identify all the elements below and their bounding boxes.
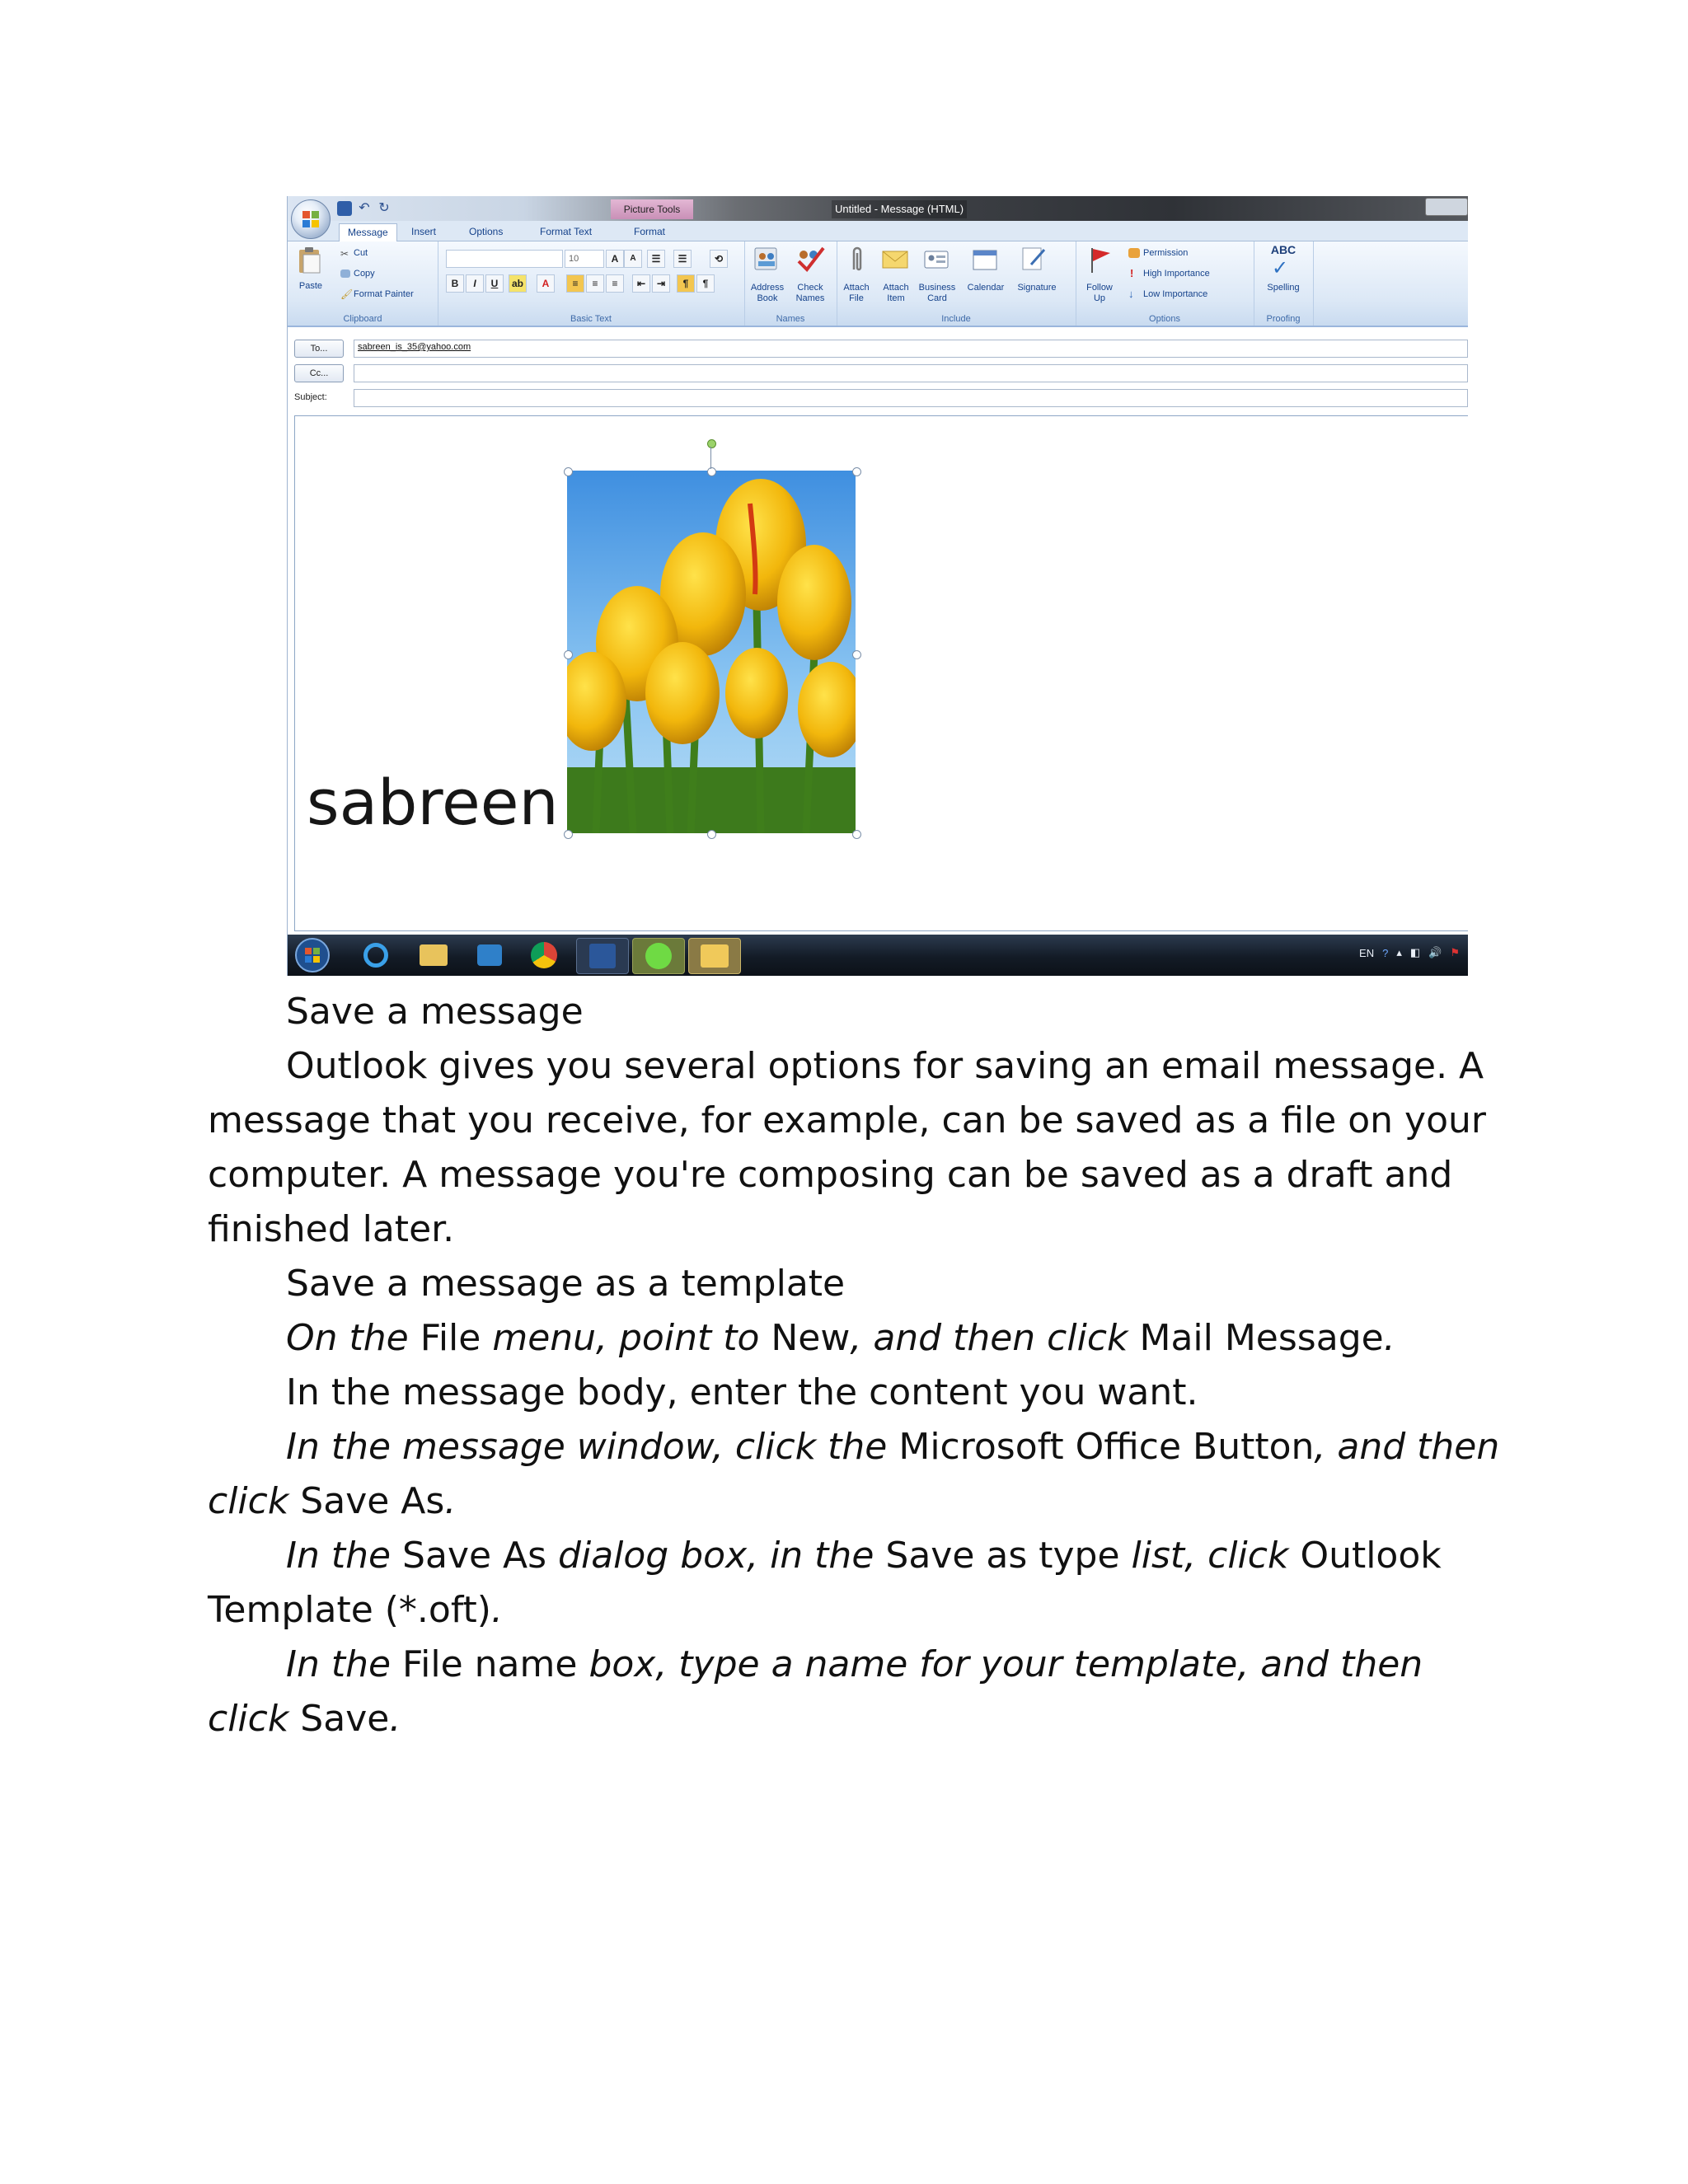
window-controls[interactable] [1425, 198, 1468, 216]
undo-icon[interactable]: ↶ [359, 201, 370, 215]
ie-icon[interactable] [350, 938, 401, 972]
step-3-part-c: , and then [1314, 1426, 1500, 1468]
language-indicator[interactable]: EN [1359, 946, 1375, 959]
action-center-icon[interactable]: ◧ [1409, 946, 1421, 958]
rotate-handle-stem [710, 447, 711, 469]
explorer-icon[interactable] [408, 938, 459, 972]
group-label-clipboard: Clipboard [343, 314, 382, 324]
high-importance-icon: ! [1130, 267, 1134, 279]
copy-button[interactable]: Copy [354, 269, 375, 279]
step-5-part-a: In the [286, 1643, 392, 1685]
subject-field[interactable] [354, 389, 1468, 407]
upwork-icon[interactable] [632, 938, 685, 974]
resize-handle-sw[interactable] [564, 830, 573, 839]
quick-access-toolbar [337, 200, 392, 217]
calendar-icon [972, 248, 998, 271]
step-3-part-d: click [208, 1480, 289, 1522]
paragraph-line-3: computer. A message you're composing can be saved as a draft and [208, 1154, 1453, 1196]
business-card-icon [922, 248, 950, 271]
check-names-label-1: Check [797, 283, 823, 293]
step-4-line-2 [208, 1587, 503, 1633]
align-right-icon[interactable]: ≡ [606, 274, 624, 293]
resize-handle-nw[interactable] [564, 467, 573, 476]
bullets-icon[interactable]: ☰ [647, 250, 665, 268]
paragraph-line-4: finished later. [208, 1208, 455, 1250]
numbering-icon[interactable]: ☰ [673, 250, 692, 268]
check-names-button[interactable] [790, 283, 830, 304]
group-clipboard [288, 241, 438, 326]
high-importance-button[interactable]: High Importance [1143, 269, 1210, 279]
copy-icon [340, 269, 350, 278]
step-4-part-b: Save As [391, 1535, 559, 1577]
abc-label: ABC [1270, 243, 1296, 256]
title-bar [288, 196, 1468, 221]
step-2: In the message body, enter the content you want. [286, 1371, 1198, 1413]
tulips-image[interactable] [567, 471, 856, 833]
check-names-label-2: Names [795, 293, 825, 303]
step-1-part-f: Mail Message [1128, 1317, 1384, 1359]
media-player-icon[interactable] [464, 938, 515, 972]
step-3-line-2 [208, 1479, 456, 1525]
start-button-icon[interactable] [294, 937, 331, 973]
tab-message[interactable]: Message [339, 223, 397, 241]
address-book-icon [753, 245, 781, 273]
italic-icon[interactable]: I [466, 274, 484, 293]
redo-icon[interactable]: ↻ [378, 201, 390, 215]
decrease-indent-icon[interactable]: ⇤ [632, 274, 650, 293]
resize-handle-s[interactable] [707, 830, 716, 839]
group-label-names: Names [776, 314, 805, 324]
cc-button[interactable]: Cc... [294, 364, 344, 382]
attach-item-button[interactable] [878, 283, 914, 304]
follow-up-label-2: Up [1093, 293, 1106, 303]
highlight-icon[interactable]: ab [509, 274, 527, 293]
resize-handle-w[interactable] [564, 650, 573, 659]
system-tray [1359, 946, 1460, 959]
tab-format-text[interactable]: Format Text [540, 226, 593, 237]
group-names [744, 241, 837, 326]
cc-field[interactable] [354, 364, 1468, 382]
paragraph-line-2: message that you receive, for example, can be saved as a file on your [208, 1099, 1486, 1141]
step-1-part-c: menu, point to [492, 1317, 760, 1359]
heading-save-message: Save a message [286, 991, 584, 1033]
body-text: sabreen [307, 766, 559, 839]
network-icon[interactable]: ▴ [1396, 946, 1402, 958]
to-button[interactable]: To... [294, 340, 344, 358]
paste-icon [298, 246, 322, 274]
step-3-part-f: . [444, 1480, 457, 1522]
group-options [1076, 241, 1254, 326]
word-icon[interactable] [576, 938, 629, 974]
step-4-line-1 [286, 1533, 1442, 1579]
step-5-line-1 [286, 1642, 1423, 1688]
envelope-icon [881, 248, 909, 271]
to-field[interactable] [354, 340, 1468, 358]
business-card-label-2: Card [927, 293, 947, 303]
step-5-part-f: . [389, 1698, 401, 1740]
attach-file-label-1: Attach [843, 283, 870, 293]
attach-item-label-2: Item [887, 293, 905, 303]
font-color-icon[interactable]: A [537, 274, 555, 293]
underline-icon[interactable]: U [485, 274, 504, 293]
attach-item-label-1: Attach [883, 283, 909, 293]
check-names-icon [794, 243, 825, 273]
chrome-icon[interactable] [518, 938, 570, 972]
step-1-part-b: File [408, 1317, 493, 1359]
step-3-part-b: Microsoft Office Button [887, 1426, 1315, 1468]
step-4-part-a: In the [286, 1535, 392, 1577]
follow-up-label-1: Follow [1086, 283, 1113, 293]
step-4-part-h: . [490, 1589, 503, 1631]
shrink-font-icon[interactable]: A [624, 250, 642, 268]
group-label-include: Include [941, 314, 971, 324]
address-book-label-1: Address [750, 283, 785, 293]
step-3-part-a: In the message window, click the [286, 1426, 888, 1468]
group-label-proofing: Proofing [1266, 314, 1301, 324]
paste-button[interactable]: Paste [298, 281, 323, 291]
signature-icon [1020, 245, 1048, 273]
window-title: Untitled - Message (HTML) [832, 200, 967, 218]
ltr-icon[interactable]: ¶ [677, 274, 695, 293]
message-header [288, 328, 1468, 410]
flag-icon[interactable]: ⚑ [1450, 946, 1460, 958]
heading-save-template: Save a message as a template [286, 1263, 846, 1305]
cut-icon: ✂ [340, 248, 349, 260]
font-size-combo[interactable]: 10 [565, 250, 604, 268]
format-painter-icon: 🖌 [340, 288, 354, 300]
clear-format-icon[interactable]: ⟲ [710, 250, 728, 268]
align-center-icon[interactable]: ≡ [586, 274, 604, 293]
help-icon[interactable]: ? [1382, 946, 1389, 959]
resize-handle-se[interactable] [852, 830, 861, 839]
align-left-icon[interactable]: ≡ [566, 274, 584, 293]
address-book-label-2: Book [757, 293, 778, 303]
step-5-part-b: File name [391, 1643, 589, 1685]
outlook-screenshot [287, 196, 1468, 976]
ribbon-tabs [288, 221, 1468, 241]
follow-up-flag-icon [1087, 245, 1114, 274]
picture-tools-label: Picture Tools [611, 199, 693, 219]
office-button[interactable] [291, 199, 331, 239]
group-basic-text [438, 241, 745, 326]
attach-file-label-2: File [849, 293, 864, 303]
permission-button[interactable]: Permission [1143, 248, 1189, 258]
permission-icon [1128, 248, 1140, 258]
grow-font-icon[interactable]: A [606, 250, 624, 268]
font-name-combo[interactable] [446, 250, 563, 268]
step-1-part-g: . [1383, 1317, 1395, 1359]
step-5-part-c: box, type a name for your template, and then [588, 1643, 1423, 1685]
message-body[interactable] [294, 415, 1468, 931]
low-importance-button[interactable]: Low Importance [1143, 289, 1208, 299]
volume-icon[interactable]: 🔊 [1428, 946, 1442, 958]
increase-indent-icon[interactable]: ⇥ [652, 274, 670, 293]
step-3-part-e: Save As [288, 1480, 445, 1522]
business-card-label-1: Business [918, 283, 956, 293]
step-4-part-e: list, click [1131, 1535, 1289, 1577]
cut-button[interactable]: Cut [354, 248, 368, 258]
calendar-button[interactable]: Calendar [967, 283, 1005, 293]
signature-button[interactable]: Signature [1017, 283, 1057, 293]
rotate-handle[interactable] [707, 439, 716, 448]
bold-icon[interactable]: B [446, 274, 464, 293]
office-logo-icon [302, 210, 320, 228]
step-4-part-d: Save as type [874, 1535, 1132, 1577]
group-label-options: Options [1149, 314, 1180, 324]
save-icon[interactable] [337, 201, 352, 216]
step-5-part-e: Save [288, 1698, 390, 1740]
step-1-part-d: New [759, 1317, 851, 1359]
follow-up-button[interactable] [1079, 283, 1120, 304]
tab-options[interactable]: Options [469, 226, 504, 237]
resize-handle-ne[interactable] [852, 467, 861, 476]
format-painter-button[interactable]: Format Painter [354, 289, 414, 299]
subject-label: Subject: [294, 392, 327, 402]
low-importance-icon: ↓ [1128, 288, 1134, 300]
step-5-part-d: click [208, 1698, 289, 1740]
taskbar [288, 935, 1468, 976]
group-proofing [1254, 241, 1314, 326]
resize-handle-e[interactable] [852, 650, 861, 659]
ribbon [288, 241, 1468, 327]
spelling-button[interactable]: Spelling [1267, 283, 1300, 293]
step-1-part-e: , and then click [850, 1317, 1128, 1359]
step-1 [286, 1315, 1395, 1361]
step-5-line-2 [208, 1696, 401, 1742]
group-include [837, 241, 1076, 326]
step-4-part-c: dialog box, in the [558, 1535, 874, 1577]
rtl-icon[interactable]: ¶ [696, 274, 715, 293]
resize-handle-n[interactable] [707, 467, 716, 476]
step-1-part-a: On the [286, 1317, 409, 1359]
tab-insert[interactable]: Insert [411, 226, 437, 237]
outlook-taskbar-icon[interactable] [688, 938, 741, 974]
attach-file-button[interactable] [838, 283, 874, 304]
address-book-button[interactable] [748, 283, 787, 304]
group-label-basic-text: Basic Text [570, 314, 612, 324]
step-3-line-1 [286, 1424, 1499, 1470]
spelling-check-icon: ✓ [1272, 257, 1289, 279]
to-address: sabreen_is_35@yahoo.com [358, 342, 471, 352]
paperclip-icon [848, 245, 866, 274]
paragraph-line-1: Outlook gives you several options for saving an email message. A [286, 1045, 1484, 1087]
step-4-part-g: Template (*.oft) [208, 1589, 491, 1631]
tab-format[interactable]: Format [634, 226, 666, 237]
business-card-button[interactable] [916, 283, 959, 304]
step-4-part-f: Outlook [1288, 1535, 1442, 1577]
